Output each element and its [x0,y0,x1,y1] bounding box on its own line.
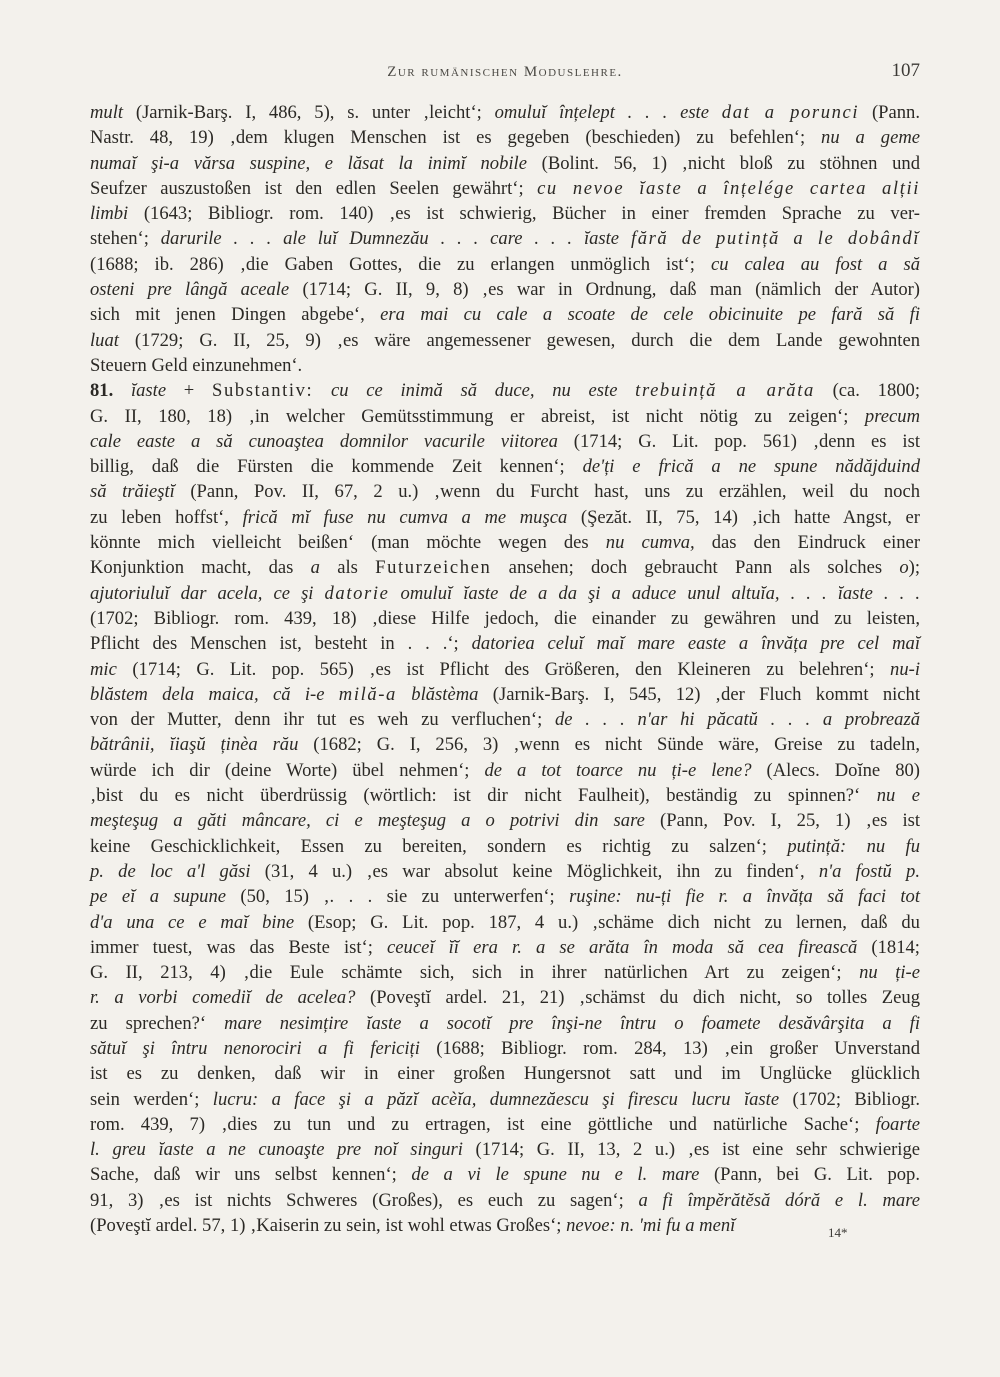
body-text [90,100,920,1238]
roman-text: + [166,380,212,402]
roman-text: (1682; G. I, 256, 3) ‚wenn es nicht Sünde wäre, Greise zu tadeln, [298,734,920,756]
text-line [90,732,920,757]
roman-text: billig, daß die Fürsten die kommende Zeit kennen‘; [90,456,583,478]
text-line [90,479,920,504]
romanian-quote: lucru: a face şi a păzĭ acèĭa, dumnezăescu şi firescu lucru ĭaste [212,1088,780,1110]
roman-text: als [319,557,376,579]
roman-text: (1714; G. Lit. pop. 561) ‚denn es ist [557,430,920,452]
roman-text: sein werden‘; [90,1088,213,1110]
romanian-quote: sătuĭ şi întru nenorociri a fi fericiți [90,1037,420,1059]
romanian-quote: meşteşug a găti mâncare, ci e meşteşug a o potrivi din sare [90,810,645,832]
romanian-quote: p. de loc a'l găsi [90,860,251,882]
romanian-quote: frică mĭ fuse nu cumva a me muşca [242,506,568,528]
romanian-quote: numaĭ şi-a vărsa suspine, e lăsat la inimĭ nobile [90,152,527,174]
roman-text: rom. 439, 7) ‚dies zu tun und zu ertragen, ist eine göttliche und natürliche Sache‘; [90,1113,876,1135]
text-line [90,1036,920,1061]
romanian-quote-spaced: cu nevoe ĭaste a înțelége cartea alții [537,177,920,199]
text-line [90,884,920,909]
text-line [90,960,920,985]
romanian-quote: d'a una ce e maĭ bine [90,911,295,933]
romanian-quote: limbi [90,203,129,225]
running-title: Zur rumänischen Moduslehre. [387,64,623,80]
romanian-quote: mic [90,658,117,680]
roman-text: Steuern Geld einzunehmen‘. [90,354,303,376]
signature-mark: 14* [828,1225,848,1240]
roman-text: G. II, 213, 4) ‚die Eule schämte sich, sich in ihrer natürlichen Art zu zeigen‘; [90,962,860,984]
roman-text: (Pann, Pov. I, 25, 1) ‚es ist [644,810,921,832]
roman-text: (1714; G. Lit. pop. 565) ‚es ist Pflicht des Größeren, den Kleineren zu belehren‘; [116,658,891,680]
romanian-quote: de'ți e frică a ne spune nădăjduind [582,456,920,478]
roman-text: (Bolint. 56, 1) ‚nicht bloß zu stöhnen und [526,152,921,174]
text-line [90,783,920,808]
text-line [90,1087,920,1112]
text-line [90,707,920,732]
romanian-quote-spaced: datorie [324,582,390,604]
romanian-quote: nu cumva, [605,532,695,554]
text-line [90,935,920,960]
romanian-quote: precum [864,405,920,427]
text-line [90,834,920,859]
roman-text: (Pann, Pov. II, 67, 2 u.) ‚wenn du Furcht hast, uns zu erzählen, weil du noch [174,481,920,503]
roman-text: ); [908,557,920,579]
romanian-quote: de a vi le spune nu e l. mare [411,1164,700,1186]
romanian-quote: ruşine: nu-ți fie r. a învăța să faci tot [569,886,920,908]
romanian-quote: nevoe: n. 'mi fu a menĭ [566,1215,736,1237]
text-line [90,682,920,707]
text-line [90,505,920,530]
romanian-quote: omuluĭ înțelept . . . este [494,102,722,123]
roman-text: zu sprechen?‘ [90,1012,225,1034]
text-line [90,606,920,631]
romanian-quote: mult [90,102,124,123]
text-line [90,581,920,606]
text-line [90,910,920,935]
section-number: 81. [90,380,114,402]
roman-text: Nastr. 48, 19) ‚dem klugen Menschen ist es gegeben (beschieden) zu befehlen‘; [90,127,822,149]
roman-text: (Pann. [859,102,920,123]
roman-text: (Esop; G. Lit. pop. 187, 4 u.) ‚schäme dich nicht zu lernen, daß du [294,911,920,933]
romanian-quote: bătrânii, ĭiaşŭ ținèa rău [90,734,299,756]
romanian-quote-spaced: dat a porunci [721,102,860,123]
text-line [90,985,920,1010]
romanian-quote-spaced: trebuință a arăta [635,380,815,402]
romanian-quote: nu ți-e [859,962,920,984]
spaced-term: Substantiv: [212,380,314,402]
text-line [90,530,920,555]
roman-text: (Şezăt. II, 75, 14) ‚ich hatte Angst, er [567,506,920,528]
text-line [90,328,920,353]
roman-text: (Jarnik-Barş. I, 486, 5), s. unter ‚leicht‘; [123,102,495,123]
romanian-quote: să trăieştĭ [90,481,175,503]
roman-text: könnte mich vielleicht beißen‘ (man möchte wegen des [90,532,606,554]
roman-text: ist es zu denken, daß wir in einer großen Hungersnot satt und im Unglücke glücklich [90,1063,920,1085]
text-line [90,226,920,251]
roman-text: das den Eindruck einer [694,532,921,554]
text-line [90,151,920,176]
roman-text: (Alecs. Doĭne 80) [751,759,920,781]
romanian-quote: mare nesimțire ĭaste a socotĭ pre înşi-ne întru o foamete desăvârşita a fi [224,1012,920,1034]
roman-text: (1688; Bibliogr. rom. 284, 13) ‚ein großer Unverstand [419,1037,920,1059]
roman-text: stehen‘; [90,228,161,250]
romanian-quote: ceuceĭ ĭĭ era r. a se arăta în moda să cea firească [387,936,858,958]
romanian-quote: luat [90,329,119,351]
romanian-quote: cu calea au fost a să [710,253,920,275]
romanian-quote: cale easte a să cunoaştea domnilor vacurile viitorea [90,430,558,452]
roman-text: würde ich dir (deine Worte) übel nehmen‘; [90,759,485,781]
text-line [90,1137,920,1162]
text-line [90,404,920,429]
romanian-quote: ajutoriuluĭ dar acela, ce şi [90,582,325,604]
roman-text: immer tuest, was das Beste ist‘; [90,936,388,958]
roman-text: (Poveştĭ ardel. 21, 21) ‚schämst du dich nicht, so tolles Zeug [355,987,921,1009]
romanian-quote: ĭaste [130,380,167,402]
text-line [90,1188,920,1213]
roman-text: (Poveştĭ ardel. 57, 1) ‚Kaiserin zu sein, ist wohl etwas Großes‘; [90,1215,567,1237]
text-line [90,758,920,783]
romanian-quote: nu-i [890,658,920,680]
text-line [90,353,920,378]
text-line [90,454,920,479]
text-line [90,859,920,884]
romanian-quote: n'a fostŭ p. [818,860,920,882]
romanian-quote-spaced: milă-a [338,683,397,705]
spaced-term: Futurzeichen [375,557,492,579]
roman-text: zu leben hoffst‘, [90,506,243,528]
romanian-quote: o [899,557,909,579]
text-line [90,1061,920,1086]
romanian-quote: omuluĭ ĭaste de a da şi a aduce unul altuĭa, . . . ĭaste . . . [389,582,920,604]
text-line [90,201,920,226]
roman-text [313,380,331,401]
roman-text [113,380,131,401]
roman-text: 91, 3) ‚es ist nichts Schweres (Großes), es euch zu sagen‘; [90,1189,639,1211]
roman-text: (31, 4 u.) ‚es war absolut keine Möglichkeit, ihn zu finden‘, [250,860,819,882]
roman-text: (Pann, bei G. Lit. pop. [699,1164,920,1186]
text-line [90,1112,920,1137]
romanian-quote: era mai cu cale a scoate de cele obicinuite pe fară să fi [380,304,921,326]
roman-text: ‚bist du es nicht überdrüssig (wörtlich: ist dir nicht Faulheit), beständig zu spinnen?‘ [90,785,877,807]
page-header [90,60,920,90]
romanian-quote: l. greu ĭaste a ne cunoaşte pre noĭ singuri [90,1139,463,1161]
romanian-quote: pe eĭ a supune [90,886,227,908]
text-line [90,1162,920,1187]
romanian-quote: putință: nu fu [787,835,920,857]
romanian-quote: blăstem dela maica, că i-e [90,683,339,705]
roman-text: (1714; G. II, 13, 2 u.) ‚es ist eine sehr schwierige [462,1139,920,1161]
roman-text: Seufzer auszustoßen ist den edlen Seelen gewährt‘; [90,177,538,199]
roman-text: (1688; ib. 286) ‚die Gaben Gottes, die zu erlangen unmöglich ist‘; [90,253,711,275]
roman-text: ansehen; doch gebraucht Pann als solches [491,557,900,579]
roman-text: (1643; Bibliogr. rom. 140) ‚es ist schwierig, Bücher in einer fremden Sprache zu ver- [128,203,920,225]
romanian-quote: de a tot toarce nu ți-e lene? [484,759,752,781]
romanian-quote: de . . . n'ar hi păcatŭ . . . a probrează [555,709,920,731]
romanian-quote: nu a geme [821,127,920,149]
page-number: 107 [891,60,920,81]
romanian-quote: blăstèma [396,683,479,705]
text-line [90,1011,920,1036]
roman-text: (1729; G. II, 25, 9) ‚es wäre angemessener gewesen, durch die dem Lande gewohnten [118,329,920,351]
roman-text: (50, 15) ‚. . . sie zu unterwerfen‘; [226,886,570,908]
romanian-quote: darurile . . . ale luĭ Dumnezău . . . care . . . ĭaste [160,228,631,250]
romanian-quote-spaced: fără de putință a le dobândĭ [630,228,920,250]
romanian-quote: r. a vorbi comediĭ de acelea? [90,987,356,1009]
romanian-quote: a [310,557,320,579]
romanian-quote: datoriea celuĭ maĭ mare easte a învăța pre cel maĭ [471,633,920,655]
text-line [90,252,920,277]
text-line [90,100,920,125]
roman-text: (1814; [857,936,920,958]
roman-text: (1702; Bibliogr. rom. 439, 18) ‚diese Hilfe jedoch, die einander zu gewähren und zu leisten, [90,607,920,629]
roman-text: Konjunktion macht, das [90,557,311,579]
romanian-quote: foarte [875,1113,920,1135]
romanian-quote: nu e [876,785,920,807]
text-line [90,176,920,201]
text-line [90,125,920,150]
roman-text: Pflicht des Menschen ist, besteht in . . .‘; [90,633,472,655]
roman-text: (1702; Bibliogr. [779,1088,920,1110]
text-line [90,1213,920,1238]
roman-text: (ca. 1800; [814,380,920,402]
roman-text: (1714; G. II, 9, 8) ‚es war in Ordnung, daß man (nämlich der Autor) [289,279,921,301]
text-line [90,555,920,580]
roman-text: keine Geschicklichkeit, Essen zu bereiten, sondern es richtig zu salzen‘; [90,835,788,857]
text-line [90,808,920,833]
roman-text: Sache, daß wir uns selbst kennen‘; [90,1164,412,1186]
text-line [90,277,920,302]
romanian-quote: a fi împĕrătĕsă dóră e l. mare [638,1189,920,1211]
roman-text: G. II, 180, 18) ‚in welcher Gemütsstimmung er abreist, ist nicht nötig zu zeigen‘; [90,405,865,427]
text-line [90,378,920,403]
roman-text: (Jarnik-Barş. I, 545, 12) ‚der Fluch kommt nicht [478,683,920,705]
text-line [90,429,920,454]
romanian-quote: osteni pre lângă aceale [90,279,290,301]
text-line [90,657,920,682]
roman-text: sich mit jenen Dingen abgebe‘, [90,304,381,326]
romanian-quote: cu ce inimă să duce, nu este [331,380,636,402]
roman-text: von der Mutter, denn ihr tut es weh zu verfluchen‘; [90,709,555,731]
text-line [90,631,920,656]
text-line [90,302,920,327]
